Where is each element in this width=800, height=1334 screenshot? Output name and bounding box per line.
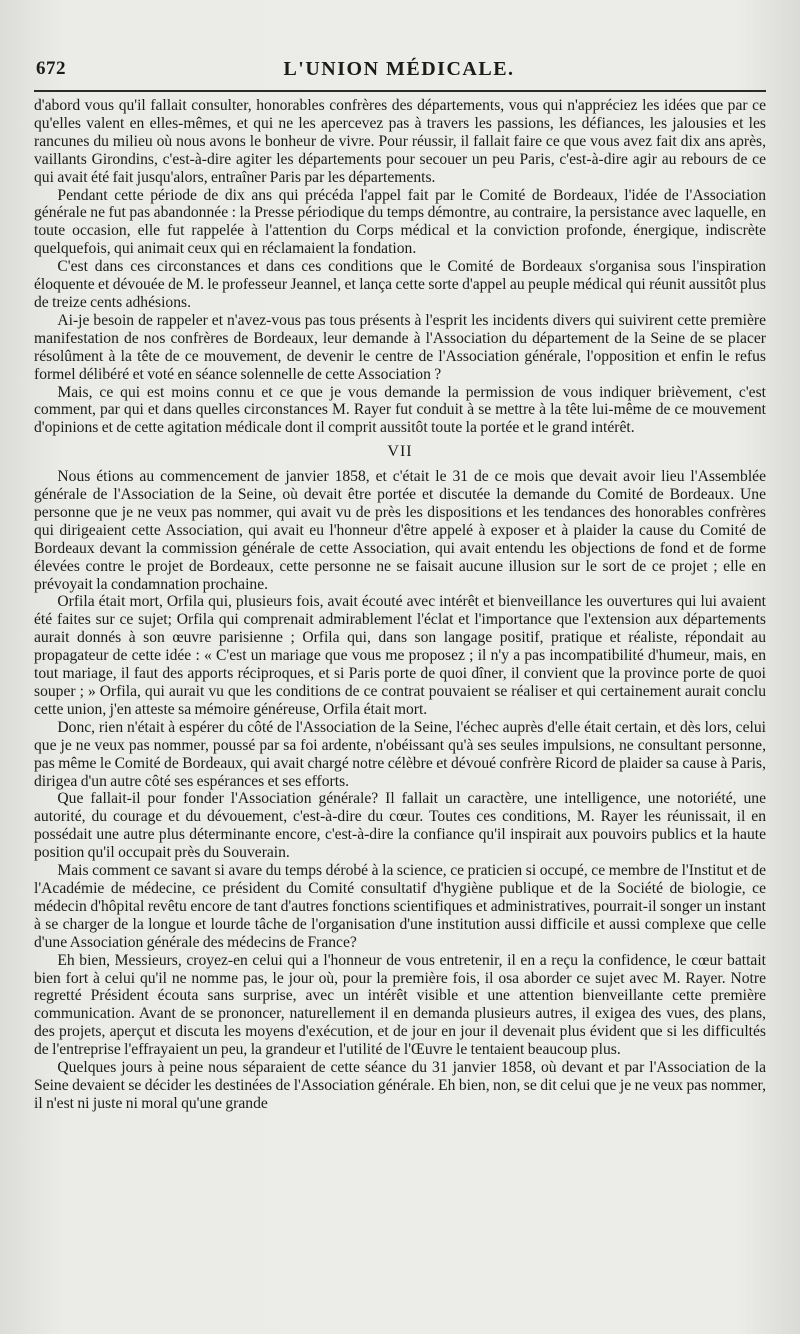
paragraph: Que fallait-il pour fonder l'Association générale? Il fallait un caractère, une intelligence, une notoriété, une autorité, du courage et du dévouement, c'est-à-dire du cœur. Toutes ces conditions, M. Rayer les réunissait, il en possédait une autre plus déterminante encore, c'est-à-dire la confiance qu'il inspirait aux pouvoirs publics et la haute position qu'il occupait près du Souverain. xyxy=(34,790,766,862)
paragraph: Donc, rien n'était à espérer du côté de l'Association de la Seine, l'échec auprès d'elle était certain, et dès lors, celui que je ne veux pas nommer, poussé par sa foi ardente, n'obéissant qu'à ses seules impulsions, ne consultant personne, pas même le Comité de Bordeaux, qui avait chargé notre célèbre et dévoué confrère Ricord de plaider sa cause à Paris, dirigea d'un autre côté ses espérances et ses efforts. xyxy=(34,718,766,790)
paragraph: Mais comment ce savant si avare du temps dérobé à la science, ce praticien si occupé, ce membre de l'Institut et de l'Académie de médecine, ce président du Comité consultatif d'hygiène publique et de la Société de biologie, ce médecin d'hôpital revêtu encore de tant d'autres fonctions scientifiques et administratives, pourrait-il songer un instant à se charger de la longue et lourde tâche de l'organisation d'une institution aussi difficile et aussi complexe que celle d'une Association générale des médecins de France? xyxy=(34,862,766,951)
page-number: 672 xyxy=(36,58,66,79)
section-heading: VII xyxy=(387,443,413,461)
paragraph: d'abord vous qu'il fallait consulter, honorables confrères des départements, vous qui n'appréciez les idées que par ce qu'elles valent en elles-mêmes, et qui ne les apercevez pas à travers les passions, les défiances, les jalousies et les rancunes du milieu où nous avons le bonheur de vivre. Pour réussir, il fallait faire ce que vous avez fait dix ans après, vaillants Girondins, c'est-à-dire agiter les départements pour secouer un peu Paris, c'est-à-dire agir au rebours de ce qui avait été fait jusqu'alors, entraîner Paris par les départements. xyxy=(34,97,766,186)
paragraph: Nous étions au commencement de janvier 1858, et c'était le 31 de ce mois que devait avoir lieu l'Assemblée générale de l'Association de la Seine, où devait être portée et discutée la demande du Comité de Bordeaux. Une personne que je ne veux pas nommer, qui avait vu de près les dispositions et les tendances des honorables confrères qui dirigeaient cette Association, qui avait eu l'honneur d'être appelé à exposer et à plaider la cause du Comité de Bordeaux devant la commission générale de cette Association, qui avait entendu les objections de fond et de forme élevées contre le projet de Bordeaux, cette personne ne se faisait aucune illusion sur le sort de ce projet ; elle en prévoyait la condamnation prochaine. xyxy=(34,468,766,593)
page-header xyxy=(34,58,764,84)
paragraph: Quelques jours à peine nous séparaient de cette séance du 31 janvier 1858, où devant et par l'Association de la Seine devaient se décider les destinées de l'Association générale. Eh bien, non, se dit celui que je ne veux pas nommer, il n'est ni juste ni moral qu'une grande xyxy=(34,1059,766,1112)
running-title: L'UNION MÉDICALE. xyxy=(283,58,515,80)
article-body xyxy=(34,97,766,1113)
paragraph: Ai-je besoin de rappeler et n'avez-vous pas tous présents à l'esprit les incidents divers qui suivirent cette première manifestation de nos confrères de Bordeaux, leur demande à l'Association du département de la Seine de se placer résolûment à la tête de ce mouvement, de devenir le centre de l'Association générale, l'opposition et enfin le refus formel délibéré et voté en séance solennelle de cette Association ? xyxy=(34,311,766,383)
paragraph: Orfila était mort, Orfila qui, plusieurs fois, avait écouté avec intérêt et bienveillance les ouvertures qui lui avaient été faites sur ce sujet; Orfila qui comprenait admirablement l'éclat et l'importance que l'extension aux départements aurait donnés à son œuvre parisienne ; Orfila qui, dans son langage positif, pratique et réaliste, répondait au propagateur de cette idée : « C'est un mariage que vous me proposez ; il n'y a pas incompatibilité d'humeur, mais, en tout mariage, il faut des apports réciproques, et si Paris porte de quoi dîner, il convient que la province porte de quoi souper ; » Orfila, qui aurait vu que les conditions de ce contrat pouvaient se réaliser et qui certainement aurait conclu cette union, j'en atteste sa mémoire généreuse, Orfila était mort. xyxy=(34,593,766,718)
paragraph: C'est dans ces circonstances et dans ces conditions que le Comité de Bordeaux s'organisa sous l'inspiration éloquente et dévouée de M. le professeur Jeannel, et lança cette sorte d'appel au peuple médical qui réunit aussitôt plus de treize cents adhésions. xyxy=(34,258,766,311)
paragraph: Eh bien, Messieurs, croyez-en celui qui a l'honneur de vous entretenir, il en a reçu la confidence, le cœur battait bien fort à celui qu'il ne nomme pas, le jour où, pour la première fois, il osa aborder ce sujet avec M. Rayer. Notre regretté Président écouta sans surprise, avec un intérêt visible et une attention bienveillante cette première communication. Avant de se prononcer, naturellement il en demanda plusieurs autres, il exigea des vues, des plans, des projets, aperçut et discuta les moyens d'exécution, et de jour en jour il devenait plus évident que si les difficultés de l'entreprise l'effrayaient un peu, la grandeur et l'utilité de l'Œuvre le tentaient beaucoup plus. xyxy=(34,951,766,1059)
header-rule xyxy=(34,90,766,92)
paragraph: Mais, ce qui est moins connu et ce que je vous demande la permission de vous indiquer brièvement, c'est comment, par qui et dans quelles circonstances M. Rayer fut conduit à se mettre à la tête lui-même de ce mouvement d'opinions et de cette agitation médicale dont il comprit aussitôt toute la portée et le grand intérêt. xyxy=(34,383,766,437)
paragraph: Pendant cette période de dix ans qui précéda l'appel fait par le Comité de Bordeaux, l'idée de l'Association générale ne fut pas abandonnée : la Presse périodique du temps démontre, au contraire, la persistance avec laquelle, en toute occasion, elle fut rappelée à l'attention du Corps médical et la conviction profonde, énergique, indiscrète quelquefois, qui animait ceux qui en réclamaient la fondation. xyxy=(34,186,766,258)
